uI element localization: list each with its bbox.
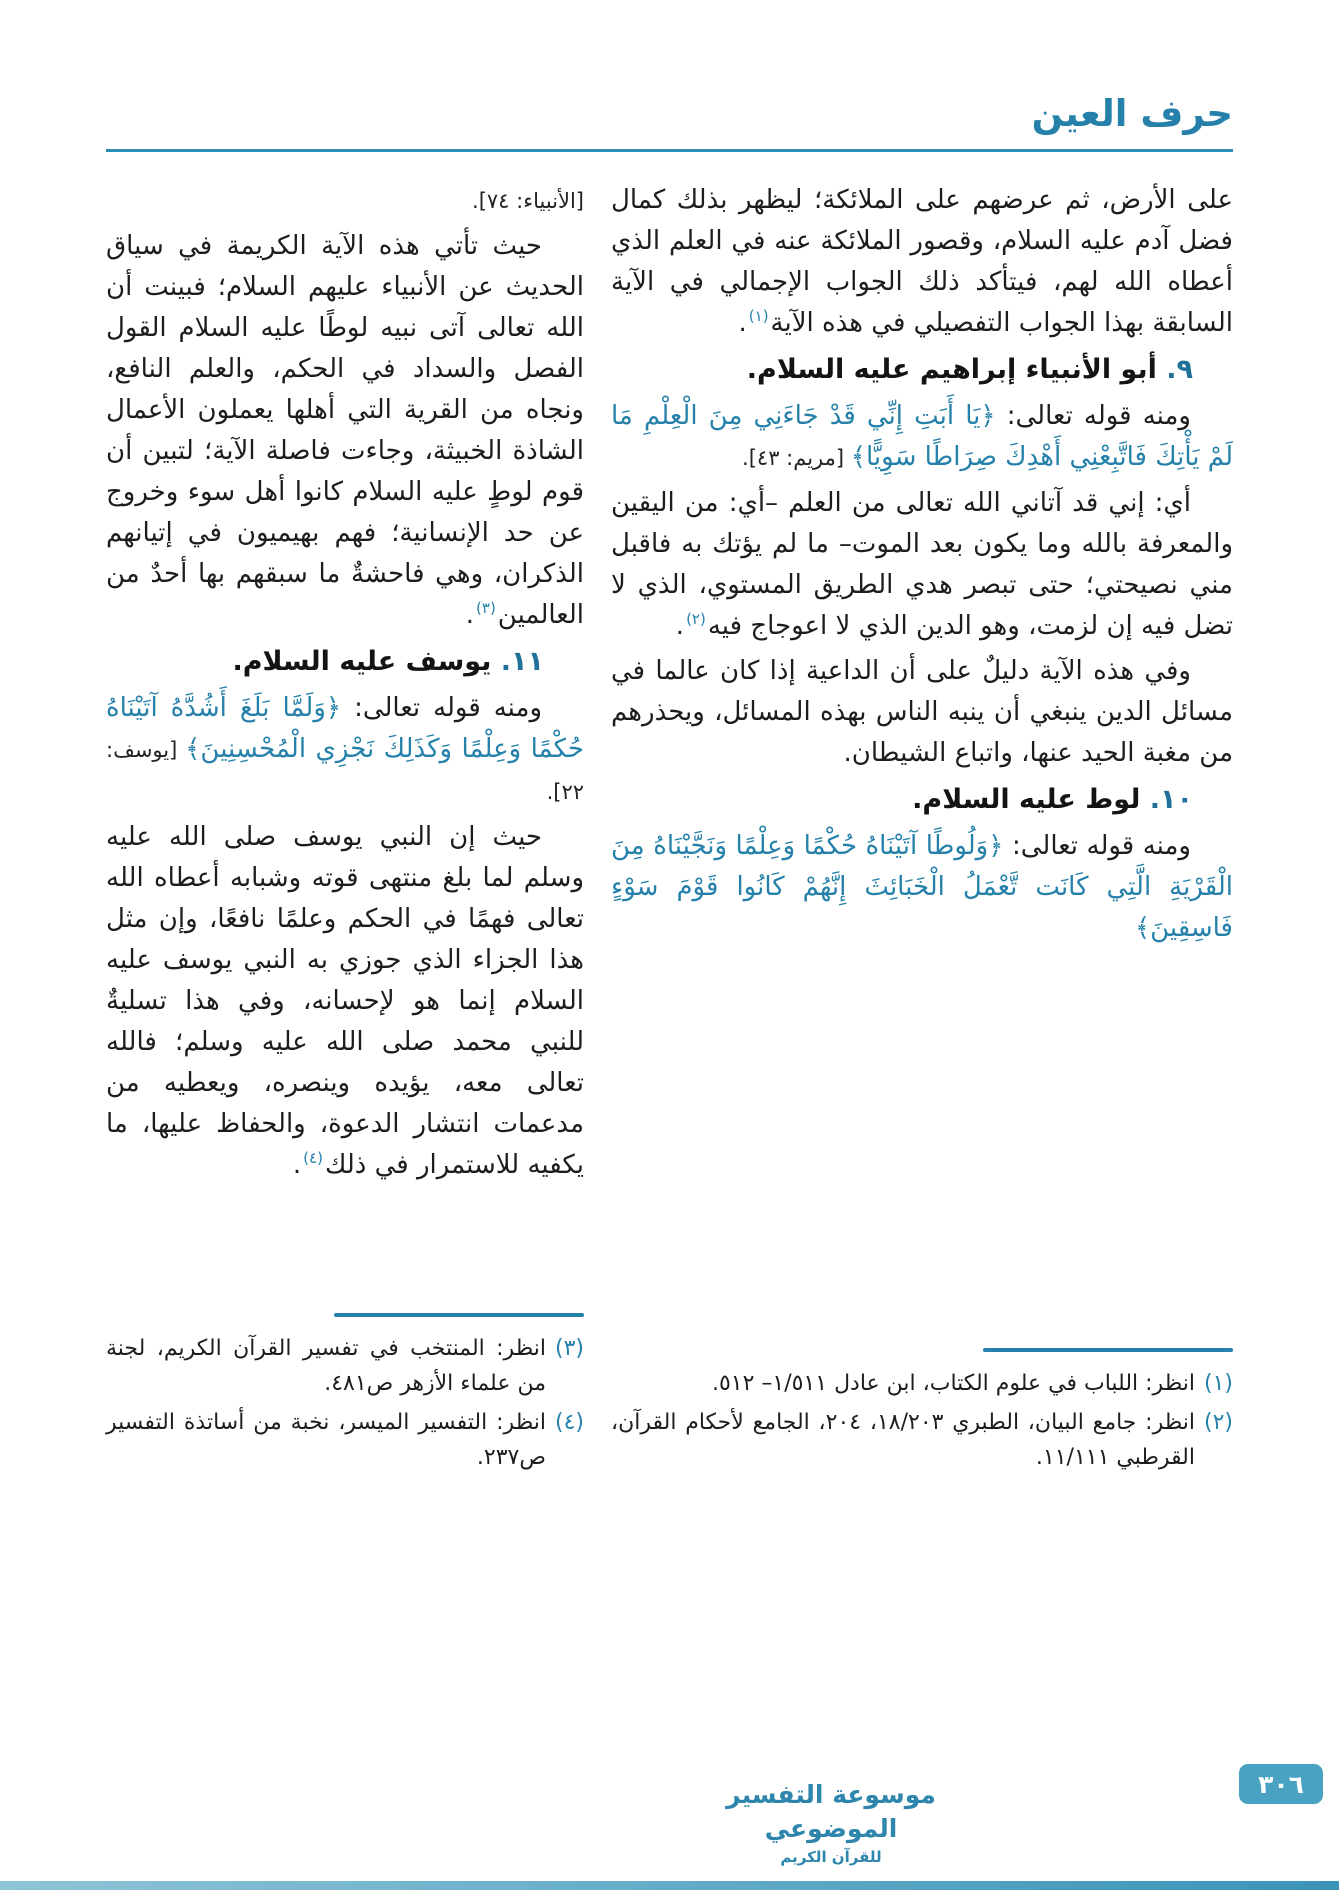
chapter-title: حرف العين bbox=[1031, 92, 1233, 135]
page-header bbox=[0, 0, 1339, 135]
body-text: . bbox=[675, 611, 685, 641]
heading-number: ٩. bbox=[1166, 354, 1193, 385]
verse-citation: [مريم: ٤٣]. bbox=[742, 446, 851, 470]
column-left-text bbox=[106, 180, 584, 1305]
heading-number: ١١. bbox=[500, 646, 544, 677]
footnote-marker: (٢) bbox=[1203, 1410, 1233, 1435]
footnote-2 bbox=[611, 1405, 1233, 1475]
page-number: ٣٠٦ bbox=[1258, 1769, 1304, 1799]
quran-verse: ﴿وَلُوطًا آتَيْنَاهُ حُكْمًا وَعِلْمًا وَنَجَّيْنَاهُ مِنَ الْقَرْيَةِ الَّتِي كَانَت تَّعْمَلُ الْخَبَائِثَ إِنَّهُمْ كَانُوا قَوْمَ سَوْءٍ فَاسِقِينَ﴾ bbox=[611, 831, 1233, 943]
body-text: حيث إن النبي يوسف صلى الله عليه وسلم لما بلغ منتهى قوته وشبابه أعطاه الله تعالى فهمًا في الحكم وعلمًا نافعًا، وإن مثل هذا الجزاء الذي جوزي به النبي يوسف عليه السلام إنما هو لإحسانه، وفي هذا تسليةٌ للنبي محمد صلى الله عليه وسلم؛ فالله تعالى معه، يؤيده وينصره، ويعطيه من مدعمات انتشار الدعوة، والحفاظ عليها، ما يكفيه للاستمرار في ذلك bbox=[106, 822, 584, 1180]
section-heading-11 bbox=[106, 640, 584, 684]
section-heading-10 bbox=[611, 778, 1233, 822]
paragraph-tafsir-2 bbox=[106, 226, 584, 636]
body-text: . bbox=[292, 1150, 302, 1180]
body-text: ومنه قوله تعالى: bbox=[995, 401, 1191, 431]
footnote-marker: (١) bbox=[1203, 1371, 1233, 1396]
verse-citation-continuation bbox=[106, 180, 584, 222]
body-text: حيث تأتي هذه الآية الكريمة في سياق الحديث عن الأنبياء عليهم السلام؛ فبينت أن الله تعالى آتى نبيه لوطًا عليه السلام القول الفصل والسداد في الحكم، والعلم النافع، ونجاه من القرية التي أهلها يعملون الأعمال الشاذة الخبيثة، وجاءت فاصلة الآية؛ لتبين أن قوم لوطٍ عليه السلام كانوا أهل سوء وخروج عن حد الإنسانية؛ فهم بهيميون في إتيانهم الذكران، وهي فاحشةٌ ما سبقهم بها أحدٌ من العالمين bbox=[106, 231, 584, 630]
footnote-marker: (٤) bbox=[554, 1410, 584, 1435]
footnote-ref-2: (٢) bbox=[686, 610, 706, 629]
publisher-logo bbox=[721, 1778, 941, 1866]
bottom-accent-bar bbox=[0, 1881, 1339, 1890]
body-text: . bbox=[738, 308, 747, 338]
footnote-text: انظر: اللباب في علوم الكتاب، ابن عادل ١/٥١١– ٥١٢. bbox=[711, 1371, 1195, 1396]
footnote-1 bbox=[611, 1366, 1233, 1401]
verse-citation: [الأنبياء: ٧٤]. bbox=[472, 189, 584, 213]
verse-citation: [يوسف: ٢٢]. bbox=[106, 738, 584, 804]
publisher-logo-title: موسوعة التفسير الموضوعي bbox=[726, 1780, 936, 1843]
column-right-text bbox=[611, 180, 1233, 1340]
quran-verse: ﴿وَلَمَّا بَلَغَ أَشُدَّهُ آتَيْنَاهُ حُكْمًا وَعِلْمًا وَكَذَلِكَ نَجْزِي الْمُحْسِنِينَ﴾ bbox=[106, 693, 584, 764]
quran-quote-paragraph-1 bbox=[611, 396, 1233, 479]
heading-text: لوط عليه السلام. bbox=[912, 784, 1141, 815]
text-columns bbox=[0, 180, 1339, 1475]
body-text: . bbox=[465, 600, 475, 630]
heading-text: أبو الأنبياء إبراهيم عليه السلام. bbox=[746, 354, 1157, 385]
header-divider bbox=[106, 149, 1233, 152]
footnote-text: انظر: التفسير الميسر، نخبة من أساتذة التفسير ص٢٣٧. bbox=[106, 1410, 546, 1470]
column-left bbox=[106, 180, 584, 1475]
paragraph-continuation bbox=[611, 180, 1233, 344]
heading-text: يوسف عليه السلام. bbox=[232, 646, 492, 677]
footnote-3 bbox=[106, 1331, 584, 1401]
body-text: على الأرض، ثم عرضهم على الملائكة؛ ليظهر بذلك كمال فضل آدم عليه السلام، وقصور الملائكة عنه في العلم الذي أعطاه الله لهم، فيتأكد ذلك الجواب الإجمالي في الآية السابقة بهذا الجواب التفصيلي في هذه الآية bbox=[611, 185, 1233, 338]
quran-verse: ﴿يَا أَبَتِ إِنِّي قَدْ جَاءَنِي مِنَ الْعِلْمِ مَا لَمْ يَأْتِكَ فَاتَّبِعْنِي أَهْدِكَ صِرَاطًا سَوِيًّا﴾ bbox=[611, 401, 1233, 472]
publisher-logo-subtitle: للقرآن الكريم bbox=[780, 1848, 882, 1866]
body-text: ومنه قوله تعالى: bbox=[341, 693, 542, 723]
footnote-text: انظر: جامع البيان، الطبري ١٨/٢٠٣، ٢٠٤، الجامع لأحكام القرآن، القرطبي ١١/١١١. bbox=[611, 1410, 1195, 1470]
section-heading-9 bbox=[611, 348, 1233, 392]
body-text: أي: إني قد آتاني الله تعالى من العلم –أي: من اليقين والمعرفة بالله وما يكون بعد الموت– ما لم يؤتك به فاقبل مني نصيحتي؛ حتى تبصر هدي الطريق المستوي، الذي لا تضل فيه إن لزمت، وهو الدين الذي لا اعوجاج فيه bbox=[611, 488, 1233, 641]
column-right bbox=[611, 180, 1233, 1475]
paragraph-tafsir-1 bbox=[611, 483, 1233, 647]
footnotes-right bbox=[611, 1340, 1233, 1475]
footnotes-left bbox=[106, 1305, 584, 1475]
footnote-ref-1: (١) bbox=[748, 307, 769, 326]
heading-number: ١٠. bbox=[1149, 784, 1193, 815]
paragraph-tafsir-3 bbox=[106, 817, 584, 1186]
paragraph-lesson bbox=[611, 651, 1233, 774]
body-text: وفي هذه الآية دليلٌ على أن الداعية إذا كان عالما في مسائل الدين ينبغي أن ينبه الناس بهذه المسائل، ويحذرهم من مغبة الحيد عنها، واتباع الشيطان. bbox=[611, 656, 1233, 768]
footnote-divider bbox=[983, 1348, 1233, 1352]
footnote-marker: (٣) bbox=[554, 1336, 584, 1361]
footnote-divider bbox=[334, 1313, 584, 1317]
footnote-text: انظر: المنتخب في تفسير القرآن الكريم، لجنة من علماء الأزهر ص٤٨١. bbox=[106, 1336, 546, 1396]
quran-quote-paragraph-2 bbox=[611, 826, 1233, 949]
footnote-4 bbox=[106, 1405, 584, 1475]
page-number-badge bbox=[1239, 1764, 1323, 1804]
quran-quote-paragraph-3 bbox=[106, 688, 584, 813]
footnote-ref-4: (٤) bbox=[303, 1149, 323, 1168]
footnote-ref-3: (٣) bbox=[476, 599, 496, 618]
body-text: ومنه قوله تعالى: bbox=[1003, 831, 1191, 861]
